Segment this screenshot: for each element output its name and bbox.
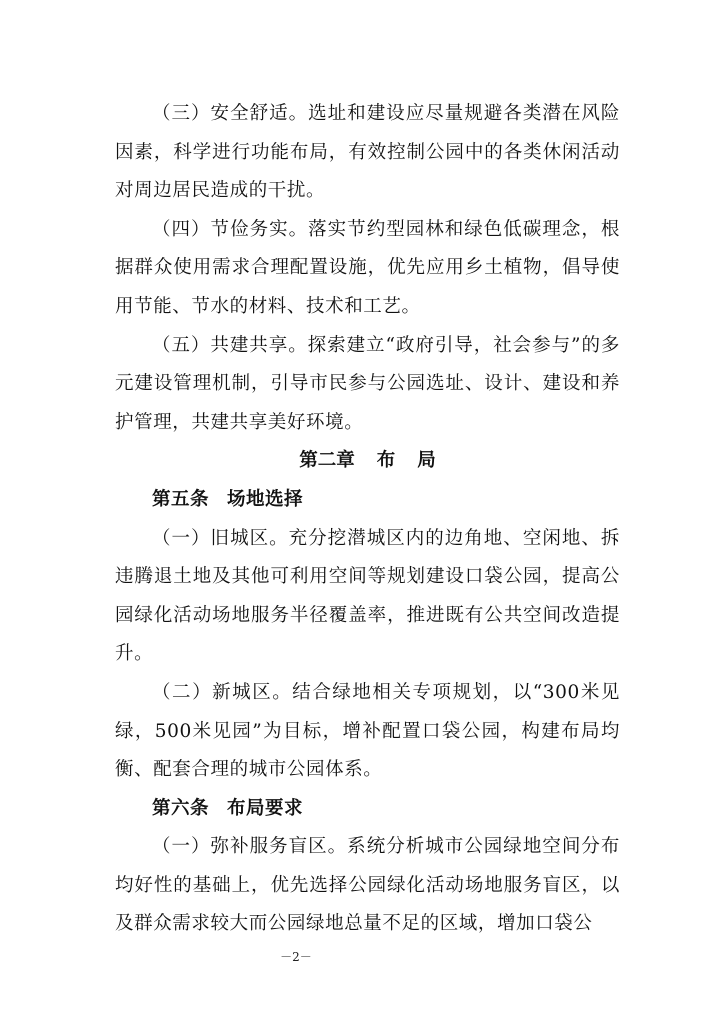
paragraph-new-city: （二）新城区。结合绿地相关专项规划，以“300米见绿，500米见园”为目标，增补配置口袋公园，构建布局均衡、配套合理的城市公园体系。 [115,681,620,781]
paragraph-safety-comfort: （三）安全舒适。选址和建设应尽量规避各类潜在风险因素，科学进行功能布局，有效控制公园中的各类休闲活动对周边居民造成的干扰。 [115,103,620,202]
paragraph-old-city: （一）旧城区。充分挖潜城区内的边角地、空闲地、拆违腾退土地及其他可利用空间等规划建设口袋公园，提高公园绿化活动场地服务半径覆盖率，推进既有公共空间改造提升。 [115,527,620,665]
chapter-title-char-1: 布 [376,450,396,472]
paragraph-thrift-practical: （四）节俭务实。落实节约型园林和绿色低碳理念，根据群众使用需求合理配置设施，优先应用乡土植物，倡导使用节能、节水的材料、技术和工艺。 [115,218,620,317]
chapter-heading [115,442,620,481]
document-body [115,95,620,944]
paragraph-fill-service-gaps: （一）弥补服务盲区。系统分析城市公园绿地空间分布均好性的基础上，优先选择公园绿化活动场地服务盲区，以及群众需求较大而公园绿地总量不足的区域，增加口袋公 [115,836,620,935]
article-6-heading [115,790,620,829]
page-number: －2－ [280,950,312,964]
article-5-heading [115,481,620,520]
article-5-title: 场地选择 [227,488,304,510]
chapter-number: 第二章 [299,450,355,472]
article-5-number: 第五条 [152,488,210,510]
paragraph-co-build-share: （五）共建共享。探索建立“政府引导，社会参与”的多元建设管理机制，引导市民参与公园选址、设计、建设和养护管理，共建共享美好环境。 [115,334,620,433]
chapter-title-char-2: 局 [417,450,436,472]
article-6-title: 布局要求 [227,797,304,819]
article-6-number: 第六条 [152,797,210,819]
